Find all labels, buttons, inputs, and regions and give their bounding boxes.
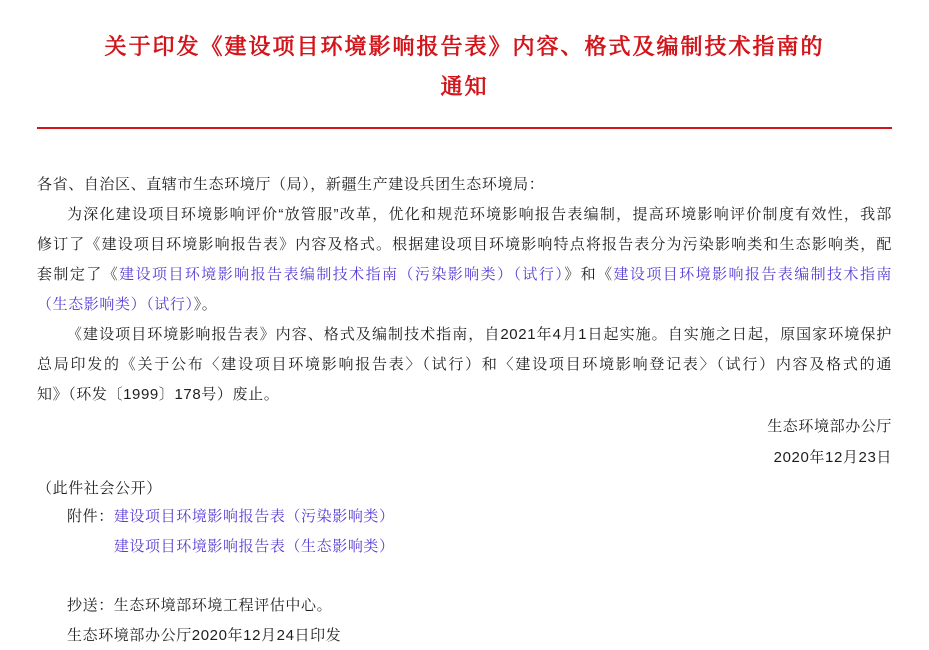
notice-title xyxy=(37,27,892,107)
text-segment: 套制定了《 xyxy=(37,266,120,283)
paragraph-line: 知》（环发〔1999〕178号）废止。 xyxy=(37,386,280,403)
attachment-label: 附件： xyxy=(67,508,114,525)
paragraph-line: 总局印发的《关于公布〈建设项目环境影响报告表〉（试行）和〈建设项目环境影响登记表〉（试行）内容及格式的通 xyxy=(37,356,892,373)
salutation: 各省、自治区、直辖市生态环境厅（局），新疆生产建设兵团生态环境局： xyxy=(37,176,545,193)
paragraph-line xyxy=(37,290,892,320)
paragraph-2 xyxy=(37,320,892,410)
link-guide-ecology[interactable]: 建设项目环境影响报告表编制技术指南 xyxy=(613,266,892,283)
issuer-signature: 生态环境部办公厅 xyxy=(767,418,892,435)
text-segment: 》和《 xyxy=(564,266,614,283)
attachments xyxy=(37,502,892,562)
paragraph-line: 为深化建设项目环境影响评价“放管服”改革，优化和规范环境影响报告表编制，提高环境影响评价制度有效性，我部 xyxy=(67,206,892,223)
attachment-link-ecology[interactable]: 建设项目环境影响报告表（生态影响类） xyxy=(113,538,395,555)
title-divider xyxy=(37,127,892,129)
title-line-1: 关于印发《建设项目环境影响报告表》内容、格式及编制技术指南的 xyxy=(104,34,825,59)
issue-date: 2020年12月23日 xyxy=(773,449,892,466)
link-guide-pollution[interactable]: 建设项目环境影响报告表编制技术指南（污染影响类）（试行） xyxy=(119,266,565,283)
attachment-spacer xyxy=(67,532,114,562)
paragraph-1 xyxy=(37,200,892,320)
notice-page xyxy=(37,27,892,649)
paragraph-line: 修订了《建设项目环境影响报告表》内容及格式。根据建设项目环境影响特点将报告表分为污染影响类和生态影响类，配 xyxy=(37,236,892,253)
link-guide-ecology[interactable]: （生态影响类）（试行） xyxy=(37,296,194,313)
title-line-2: 通知 xyxy=(440,74,489,99)
cc-line: 抄送：生态环境部环境工程评估中心。 xyxy=(67,597,333,614)
disclosure-note: （此件社会公开） xyxy=(37,480,162,497)
attachment-link-pollution[interactable]: 建设项目环境影响报告表（污染影响类） xyxy=(113,508,395,525)
paragraph-line xyxy=(37,260,892,290)
print-line: 生态环境部办公厅2020年12月24日印发 xyxy=(67,627,342,644)
text-segment: 》。 xyxy=(193,296,218,313)
notice-body xyxy=(37,170,892,649)
paragraph-line: 《建设项目环境影响报告表》内容、格式及编制技术指南，自2021年4月1日起实施。自实施之日起，原国家环境保护 xyxy=(67,326,892,343)
